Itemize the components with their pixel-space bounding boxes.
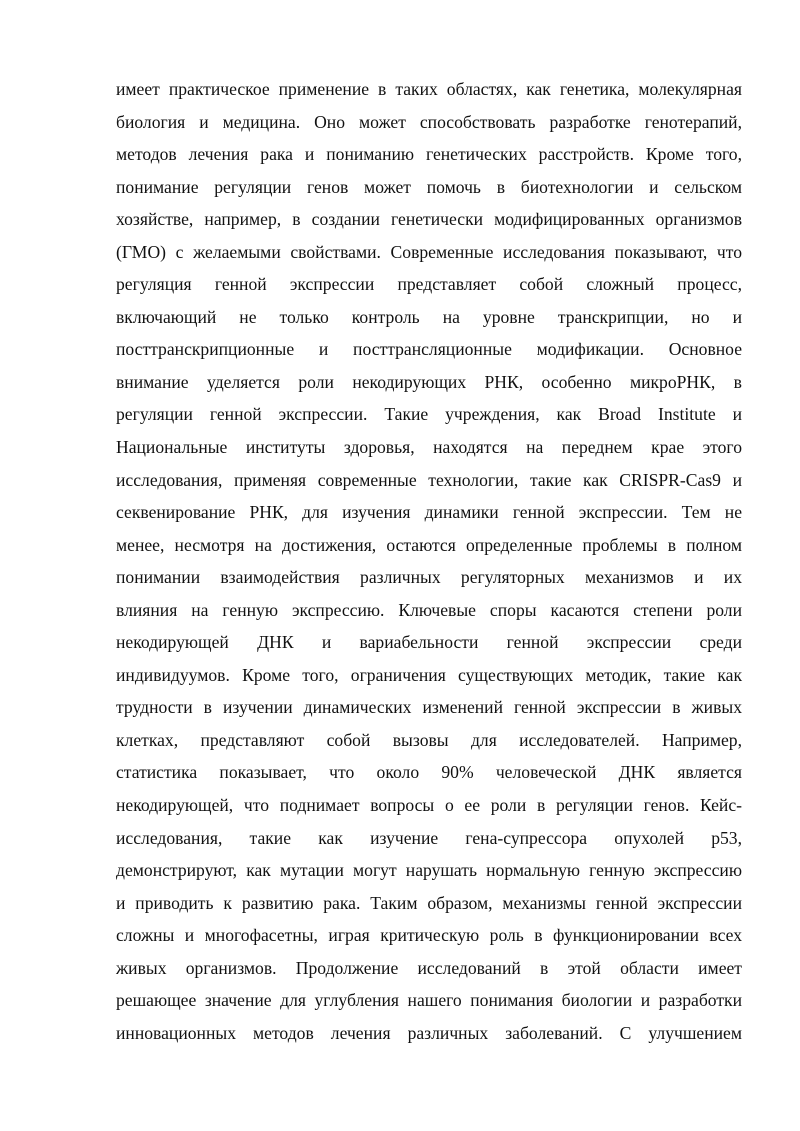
text-line: инновационных методов лечения различных заболеваний. С улучшением [116, 1022, 742, 1043]
text-line: некодирующей ДНК и вариабельности генной экспрессии среди [116, 632, 742, 653]
text-line: (ГМО) с желаемыми свойствами. Современные исследования показывают, что [116, 241, 742, 262]
text-line: регуляции генной экспрессии. Такие учреждения, как Broad Institute и [116, 404, 742, 425]
text-line: регуляция генной экспрессии представляет собой сложный процесс, [116, 274, 742, 295]
text-line: имеет практическое применение в таких областях, как генетика, молекулярная [116, 79, 742, 99]
text-line: исследования, такие как изучение гена-супрессора опухолей p53, [116, 827, 742, 848]
text-line: менее, несмотря на достижения, остаются определенные проблемы в полном [116, 534, 742, 555]
body-text [116, 73, 742, 1049]
text-line: живых организмов. Продолжение исследований в этой области имеет [116, 957, 742, 978]
text-line: клетках, представляют собой вызовы для исследователей. Например, [116, 729, 742, 750]
text-line: понимании взаимодействия различных регуляторных механизмов и их [116, 567, 742, 588]
text-line: включающий не только контроль на уровне транскрипции, но и [116, 306, 742, 327]
text-line: трудности в изучении динамических изменений генной экспрессии в живых [116, 697, 742, 718]
text-line: некодирующей, что поднимает вопросы о ее роли в регуляции генов. Кейс- [116, 795, 742, 816]
text-line: посттранскрипционные и посттрансляционные модификации. Основное [116, 339, 742, 360]
text-line: биология и медицина. Оно может способствовать разработке генотерапий, [116, 111, 742, 132]
text-line: понимание регуляции генов может помочь в биотехнологии и сельском [116, 176, 742, 197]
text-line: Национальные институты здоровья, находятся на переднем крае этого [116, 437, 742, 458]
text-line: сложны и многофасетны, играя критическую роль в функционировании всех [116, 925, 742, 946]
text-line: и приводить к развитию рака. Таким образом, механизмы генной экспрессии [116, 892, 742, 913]
text-line: демонстрируют, как мутации могут нарушать нормальную генную экспрессию [116, 860, 742, 881]
text-line: решающее значение для углубления нашего понимания биологии и разработки [116, 990, 742, 1011]
text-line: методов лечения рака и пониманию генетических расстройств. Кроме того, [116, 144, 742, 165]
text-line: внимание уделяется роли некодирующих РНК, особенно микроРНК, в [116, 371, 742, 392]
text-line: индивидуумов. Кроме того, ограничения существующих методик, такие как [116, 664, 742, 685]
text-line: влияния на генную экспрессию. Ключевые споры касаются степени роли [116, 599, 742, 620]
text-line: хозяйстве, например, в создании генетически модифицированных организмов [116, 209, 742, 230]
text-line: исследования, применяя современные технологии, такие как CRISPR-Cas9 и [116, 469, 742, 490]
text-line: статистика показывает, что около 90% человеческой ДНК является [116, 762, 742, 783]
text-line: секвенирование РНК, для изучения динамики генной экспрессии. Тем не [116, 502, 742, 523]
